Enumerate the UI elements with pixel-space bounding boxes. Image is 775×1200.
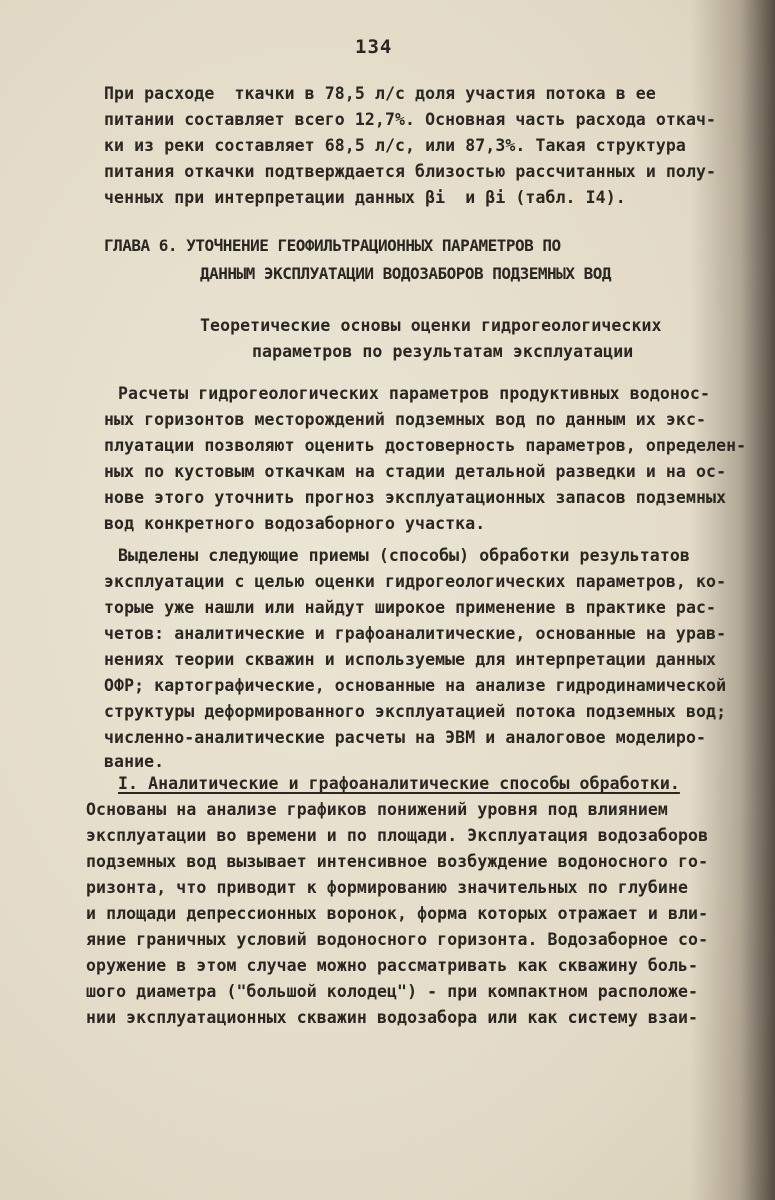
text-line: численно-аналитические расчеты на ЭВМ и аналоговое моделиро-	[104, 728, 707, 747]
text-line: ченных при интерпретации данных βi и βi (табл. I4).	[104, 188, 626, 207]
text-line: оружение в этом случае можно рассматривать как скважину боль-	[86, 956, 699, 975]
text-line: торые уже нашли или найдут широкое применение в практике рас-	[104, 598, 717, 617]
text-line: нии эксплуатационных скважин водозабора или как систему взаи-	[86, 1008, 699, 1027]
subheading: I. Аналитические и графоаналитические способы обработки.	[118, 774, 680, 793]
text-line: эксплуатации во времени и по площади. Эксплуатация водозаборов	[86, 826, 709, 845]
text-line: При расходе ткачки в 78,5 л/с доля участия потока в ее	[104, 84, 656, 103]
text-line: вод конкретного водозаборного участка.	[104, 514, 486, 533]
text-line: эксплуатации с целью оценки гидрогеологических параметров, ко-	[104, 572, 727, 591]
text-line: Расчеты гидрогеологических параметров продуктивных водонос-	[118, 384, 710, 403]
text-line: Основаны на анализе графиков понижений уровня под влиянием	[86, 800, 668, 819]
text-line: четов: аналитические и графоаналитические, основанные на урав-	[104, 624, 727, 643]
text-line: ки из реки составляет 68,5 л/с, или 87,3%. Такая структура	[104, 136, 686, 155]
text-line: Выделены следующие приемы (способы) обработки результатов	[118, 546, 690, 565]
text-line: подземных вод вызывает интенсивное возбуждение водоносного го-	[86, 852, 709, 871]
text-line: плуатации позволяют оценить достоверность параметров, определен-	[104, 436, 747, 455]
text-line: и площади депрессионных воронок, форма которых отражает и вли-	[86, 904, 709, 923]
text-line: ризонта, что приводит к формированию значительных по глубине	[86, 878, 689, 897]
page-number: 134	[355, 36, 393, 58]
chapter-heading-line: ГЛАВА 6. УТОЧНЕНИЕ ГЕОФИЛЬТРАЦИОННЫХ ПАРАМЕТРОВ ПО	[104, 236, 561, 255]
text-line: питании составляет всего 12,7%. Основная часть расхода откач-	[104, 110, 717, 129]
section-heading-line: Теоретические основы оценки гидрогеологических	[200, 316, 662, 335]
text-line: нениях теории скважин и используемые для интерпретации данных	[104, 650, 717, 669]
section-heading-line: параметров по результатам эксплуатации	[252, 342, 634, 361]
text-line: шого диаметра ("большой колодец") - при компактном расположе-	[86, 982, 699, 1001]
text-line: яние граничных условий водоносного горизонта. Водозаборное со-	[86, 930, 709, 949]
chapter-heading-line: ДАННЫМ ЭКСПЛУАТАЦИИ ВОДОЗАБОРОВ ПОДЗЕМНЫХ ВОД	[200, 264, 611, 283]
text-line: ных горизонтов месторождений подземных вод по данным их экс-	[104, 410, 707, 429]
text-line: питания откачки подтверждается близостью рассчитанных и полу-	[104, 162, 717, 181]
text-line: нове этого уточнить прогноз эксплуатационных запасов подземных	[104, 488, 727, 507]
text-line: структуры деформированного эксплуатацией потока подземных вод;	[104, 702, 727, 721]
text-line: вание.	[104, 752, 165, 771]
text-line: ОФР; картографические, основанные на анализе гидродинамической	[104, 676, 727, 695]
text-line: ных по кустовым откачкам на стадии детальной разведки и на ос-	[104, 462, 727, 481]
